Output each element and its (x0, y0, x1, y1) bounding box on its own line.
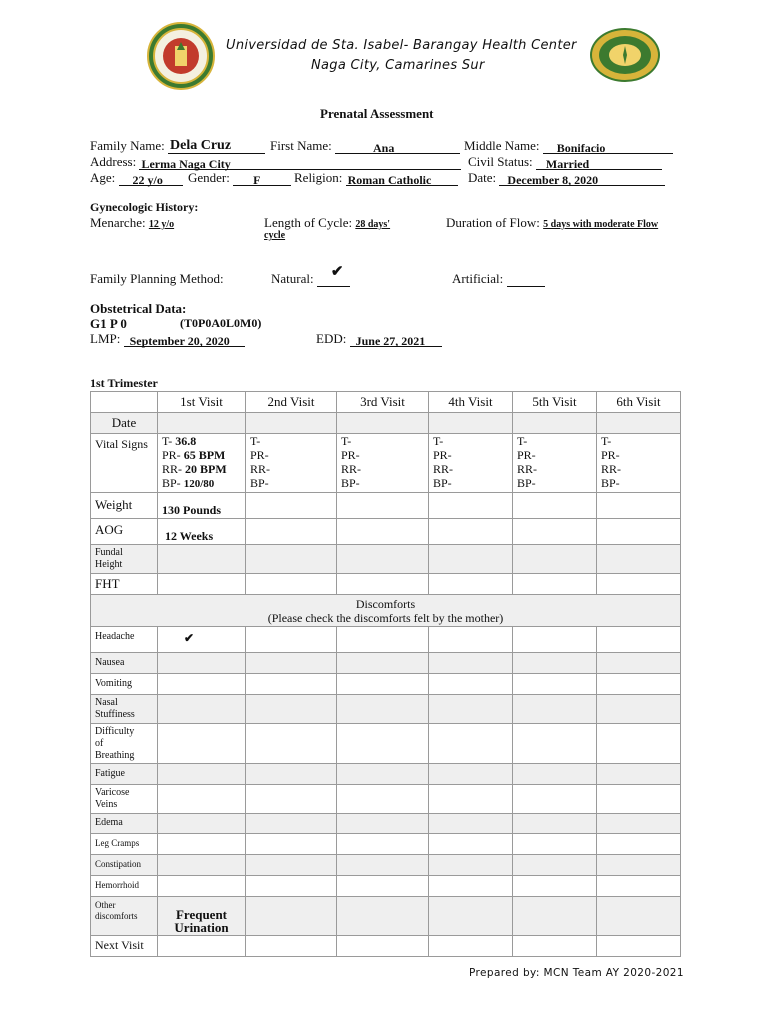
next-visit-cell[interactable] (246, 936, 337, 957)
aog-label: AOG (91, 519, 158, 545)
civil-status-row (468, 154, 662, 170)
table-row-other (91, 897, 681, 936)
table-row-edema (91, 814, 681, 834)
middle-name-row (464, 138, 673, 154)
gravida-para: G1 P 0 (90, 316, 127, 331)
cycle-row (264, 215, 390, 231)
fatigue-cell[interactable] (597, 764, 681, 785)
other-cell[interactable] (513, 897, 597, 936)
vomiting-label: Vomiting (91, 674, 158, 695)
table-row-nasal (91, 695, 681, 724)
leg-cell[interactable] (429, 834, 513, 855)
constipation-label: Constipation (91, 855, 158, 876)
natural-row (271, 264, 350, 287)
aog-cell[interactable] (429, 519, 513, 545)
bp-label: BP- (162, 476, 181, 490)
weight-cell[interactable] (429, 493, 513, 519)
hemorrhoid-label: Hemorrhoid (91, 876, 158, 897)
fundal-cell[interactable] (429, 545, 513, 574)
weight-cell[interactable] (246, 493, 337, 519)
vomiting-cell[interactable] (597, 674, 681, 695)
table-row-next-visit (91, 936, 681, 957)
vital-signs-visit-1[interactable] (158, 434, 246, 493)
vomiting-cell[interactable] (337, 674, 429, 695)
nausea-cell[interactable] (158, 653, 246, 674)
lmp-label: LMP: (90, 331, 121, 346)
address-field (139, 157, 461, 170)
gender-row (188, 170, 291, 186)
date-row-label: Date (91, 413, 158, 434)
breathing-cell[interactable] (337, 724, 429, 764)
table-row-fht (91, 574, 681, 595)
date-value: December 8, 2020 (507, 173, 599, 187)
address-label: Address: (90, 154, 137, 169)
hemorrhoid-cell[interactable] (337, 876, 429, 897)
vomiting-cell[interactable] (429, 674, 513, 695)
nausea-cell[interactable] (513, 653, 597, 674)
headache-cell[interactable] (429, 627, 513, 653)
nasal-cell[interactable] (337, 695, 429, 724)
other-discomforts-label: Other discomforts (91, 897, 158, 936)
table-row-date (91, 413, 681, 434)
obstetric-heading: Obstetrical Data: (90, 301, 187, 316)
leg-cell[interactable] (337, 834, 429, 855)
visit-header-2: 2nd Visit (246, 392, 337, 413)
blood-pressure-value: 120/80 (183, 478, 215, 490)
weight-cell[interactable] (337, 493, 429, 519)
vomiting-cell[interactable] (246, 674, 337, 695)
table-row-constipation (91, 855, 681, 876)
leg-cell[interactable] (158, 834, 246, 855)
fatigue-label: Fatigue (91, 764, 158, 785)
fht-cell[interactable] (246, 574, 337, 595)
fundal-cell[interactable] (597, 545, 681, 574)
age-value: 22 y/o (132, 173, 163, 187)
breathing-cell[interactable] (513, 724, 597, 764)
vital-signs-visit-4[interactable]: T- PR- RR- BP- (429, 434, 513, 493)
next-visit-cell[interactable] (429, 936, 513, 957)
t-label: T- (162, 434, 173, 448)
vital-signs-visit-6[interactable]: T- PR- RR- BP- (597, 434, 681, 493)
aog-cell[interactable] (337, 519, 429, 545)
age-field (119, 173, 183, 186)
university-seal-logo (147, 22, 215, 90)
fundal-cell[interactable] (337, 545, 429, 574)
other-cell[interactable] (429, 897, 513, 936)
date-cell[interactable] (337, 413, 429, 434)
date-cell[interactable] (429, 413, 513, 434)
flow-label: Duration of Flow: (446, 215, 540, 230)
fht-cell[interactable] (513, 574, 597, 595)
date-label: Date: (468, 170, 497, 185)
table-header-row (91, 392, 681, 413)
religion-row (294, 170, 458, 186)
nursing-college-logo (590, 28, 660, 82)
table-row-aog (91, 519, 681, 545)
natural-label: Natural: (271, 271, 314, 286)
civil-status-value: Married (545, 157, 590, 171)
weight-label: Weight (91, 493, 158, 519)
gender-label: Gender: (188, 170, 230, 185)
fatigue-cell[interactable] (158, 764, 246, 785)
date-cell[interactable] (246, 413, 337, 434)
vomiting-cell[interactable] (513, 674, 597, 695)
constipation-cell[interactable] (429, 855, 513, 876)
constipation-cell[interactable] (513, 855, 597, 876)
religion-label: Religion: (294, 170, 343, 185)
other-discomforts-value[interactable]: Frequent Urination (158, 897, 246, 936)
weight-cell[interactable] (597, 493, 681, 519)
university-name: Universidad de Sta. Isabel- Barangay Health Center (226, 38, 577, 53)
middle-name-value: Bonifacio (556, 141, 606, 155)
breathing-cell[interactable] (246, 724, 337, 764)
next-visit-cell[interactable] (158, 936, 246, 957)
headache-cell[interactable] (597, 627, 681, 653)
hemorrhoid-cell[interactable] (429, 876, 513, 897)
fundal-height-label: Fundal Height (91, 545, 158, 574)
nasal-cell[interactable] (158, 695, 246, 724)
civil-status-field (536, 157, 662, 170)
table-row-headache (91, 627, 681, 653)
civil-status-label: Civil Status: (468, 154, 533, 169)
edd-label: EDD: (316, 331, 347, 346)
nasal-cell[interactable] (429, 695, 513, 724)
edd-value: June 27, 2021 (355, 334, 426, 348)
visit-header-6: 6th Visit (597, 392, 681, 413)
aog-value[interactable]: 12 Weeks (158, 519, 246, 545)
fht-cell[interactable] (337, 574, 429, 595)
headache-label: Headache (91, 627, 158, 653)
date-cell[interactable] (597, 413, 681, 434)
fundal-cell[interactable] (513, 545, 597, 574)
family-name-field (168, 138, 265, 154)
nausea-cell[interactable] (597, 653, 681, 674)
fundal-cell[interactable] (246, 545, 337, 574)
vital-signs-label: Vital Signs (91, 434, 158, 493)
table-row-vitals (91, 434, 681, 493)
fatigue-cell[interactable] (246, 764, 337, 785)
weight-cell[interactable] (513, 493, 597, 519)
headache-cell[interactable] (513, 627, 597, 653)
constipation-cell[interactable] (597, 855, 681, 876)
nursing-seal-icon (592, 30, 658, 80)
varicose-cell[interactable] (429, 785, 513, 814)
edema-cell[interactable] (429, 814, 513, 834)
breathing-cell[interactable] (429, 724, 513, 764)
pr-label: PR- (162, 448, 181, 462)
varicose-cell[interactable] (513, 785, 597, 814)
headache-check-icon[interactable]: ✔ (158, 627, 246, 653)
prenatal-visit-table (90, 391, 681, 957)
trimester-heading: 1st Trimester (90, 376, 158, 390)
table-row-leg-cramps (91, 834, 681, 855)
menarche-value: 12 y/o (148, 219, 175, 230)
fundal-cell[interactable] (158, 545, 246, 574)
corner-cell (91, 392, 158, 413)
nasal-cell[interactable] (246, 695, 337, 724)
table-row-nausea (91, 653, 681, 674)
nausea-cell[interactable] (246, 653, 337, 674)
family-name-value: Dela Cruz (170, 138, 232, 153)
table-row-fatigue (91, 764, 681, 785)
varicose-veins-label: Varicose Veins (91, 785, 158, 814)
date-field (499, 173, 665, 186)
constipation-cell[interactable] (246, 855, 337, 876)
next-visit-cell[interactable] (597, 936, 681, 957)
menarche-row (90, 215, 174, 231)
fatigue-cell[interactable] (429, 764, 513, 785)
temperature-value: 36.8 (175, 434, 197, 448)
edd-field (350, 334, 442, 347)
next-visit-label: Next Visit (91, 936, 158, 957)
breathing-cell[interactable] (158, 724, 246, 764)
natural-check-icon: ✔ (330, 264, 344, 280)
university-seal-icon (149, 24, 213, 88)
lmp-field (124, 334, 245, 347)
vomiting-cell[interactable] (158, 674, 246, 695)
date-cell[interactable] (513, 413, 597, 434)
nasal-stuffiness-label: Nasal Stuffiness (91, 695, 158, 724)
breathing-cell[interactable] (597, 724, 681, 764)
table-row-discomforts-header (91, 595, 681, 627)
first-name-value: Ana (373, 141, 395, 155)
visit-header-5: 5th Visit (513, 392, 597, 413)
headache-cell[interactable] (337, 627, 429, 653)
flow-value: 5 days with moderate Flow (543, 219, 659, 230)
discomforts-title: Discomforts (355, 597, 416, 611)
address-value: Lerma Naga City (141, 157, 231, 171)
fht-cell[interactable] (597, 574, 681, 595)
leg-cell[interactable] (513, 834, 597, 855)
next-visit-cell[interactable] (337, 936, 429, 957)
table-row-weight (91, 493, 681, 519)
date-cell[interactable] (158, 413, 246, 434)
visit-header-3: 3rd Visit (337, 392, 429, 413)
cycle-label: Length of Cycle: (264, 215, 353, 230)
aog-cell[interactable] (597, 519, 681, 545)
city-name: Naga City, Camarines Sur (311, 58, 485, 73)
table-row-breathing (91, 724, 681, 764)
pulse-value: 65 BPM (183, 448, 226, 462)
nausea-label: Nausea (91, 653, 158, 674)
artificial-label: Artificial: (452, 271, 504, 286)
visit-header-1: 1st Visit (158, 392, 246, 413)
varicose-cell[interactable] (597, 785, 681, 814)
fht-cell[interactable] (158, 574, 246, 595)
edema-cell[interactable] (158, 814, 246, 834)
other-cell[interactable] (337, 897, 429, 936)
rr-label: RR- (162, 462, 183, 476)
age-label: Age: (90, 170, 116, 185)
aog-cell[interactable] (246, 519, 337, 545)
artificial-checkbox[interactable] (507, 274, 545, 287)
hemorrhoid-cell[interactable] (246, 876, 337, 897)
hemorrhoid-cell[interactable] (513, 876, 597, 897)
first-name-field (335, 141, 460, 154)
varicose-cell[interactable] (246, 785, 337, 814)
age-row (90, 170, 183, 186)
table-row-varicose (91, 785, 681, 814)
first-name-row (270, 138, 460, 154)
religion-field (346, 173, 458, 186)
first-name-label: First Name: (270, 138, 332, 153)
weight-value[interactable]: 130 Pounds (158, 493, 246, 519)
nausea-cell[interactable] (337, 653, 429, 674)
hemorrhoid-cell[interactable] (158, 876, 246, 897)
nasal-cell[interactable] (513, 695, 597, 724)
family-name-label: Family Name: (90, 138, 165, 153)
gender-value: F (253, 173, 261, 187)
table-row-vomiting (91, 674, 681, 695)
fht-label: FHT (91, 574, 158, 595)
menarche-label: Menarche: (90, 215, 146, 230)
middle-name-field (543, 141, 673, 154)
artificial-row (452, 271, 545, 287)
vital-signs-visit-2[interactable]: T- PR- RR- BP- (246, 434, 337, 493)
family-name-row (90, 138, 265, 154)
prepared-by-footer: Prepared by: MCN Team AY 2020-2021 (469, 967, 684, 979)
gender-field (233, 173, 291, 186)
constipation-cell[interactable] (337, 855, 429, 876)
discomforts-note: (Please check the discomforts felt by the mother) (267, 611, 504, 625)
nausea-cell[interactable] (429, 653, 513, 674)
middle-name-label: Middle Name: (464, 138, 540, 153)
constipation-cell[interactable] (158, 855, 246, 876)
respiration-value: 20 BPM (185, 462, 227, 476)
varicose-cell[interactable] (158, 785, 246, 814)
fatigue-cell[interactable] (513, 764, 597, 785)
table-row-fundal (91, 545, 681, 574)
vital-signs-visit-3[interactable]: T- PR- RR- BP- (337, 434, 429, 493)
vital-signs-visit-5[interactable]: T- PR- RR- BP- (513, 434, 597, 493)
other-cell[interactable] (597, 897, 681, 936)
date-row (468, 170, 665, 186)
fatigue-cell[interactable] (337, 764, 429, 785)
edema-cell[interactable] (513, 814, 597, 834)
natural-checkbox[interactable] (317, 264, 350, 287)
edema-cell[interactable] (246, 814, 337, 834)
family-planning-label: Family Planning Method: (90, 271, 224, 286)
other-cell[interactable] (246, 897, 337, 936)
next-visit-cell[interactable] (513, 936, 597, 957)
varicose-cell[interactable] (337, 785, 429, 814)
edema-cell[interactable] (597, 814, 681, 834)
gyne-heading: Gynecologic History: (90, 200, 199, 214)
flow-row (446, 215, 658, 231)
edema-label: Edema (91, 814, 158, 834)
aog-cell[interactable] (513, 519, 597, 545)
difficulty-breathing-label: Difficulty of Breathing (91, 724, 158, 764)
leg-cramps-label: Leg Cramps (91, 834, 158, 855)
page-title: Prenatal Assessment (320, 106, 434, 121)
cycle-value-line2: cycle (264, 230, 286, 241)
nasal-cell[interactable] (597, 695, 681, 724)
leg-cell[interactable] (246, 834, 337, 855)
fht-cell[interactable] (429, 574, 513, 595)
edd-row (316, 331, 442, 347)
visit-header-4: 4th Visit (429, 392, 513, 413)
cycle-value-line1: 28 days' (355, 219, 391, 230)
edema-cell[interactable] (337, 814, 429, 834)
leg-cell[interactable] (597, 834, 681, 855)
discomforts-header (91, 595, 681, 627)
hemorrhoid-cell[interactable] (597, 876, 681, 897)
lmp-row (90, 331, 245, 347)
tpal-value: (T0P0A0L0M0) (180, 316, 262, 330)
religion-value: Roman Catholic (347, 173, 432, 187)
lmp-value: September 20, 2020 (129, 334, 230, 348)
table-row-hemorrhoid (91, 876, 681, 897)
headache-cell[interactable] (246, 627, 337, 653)
address-row (90, 154, 461, 170)
